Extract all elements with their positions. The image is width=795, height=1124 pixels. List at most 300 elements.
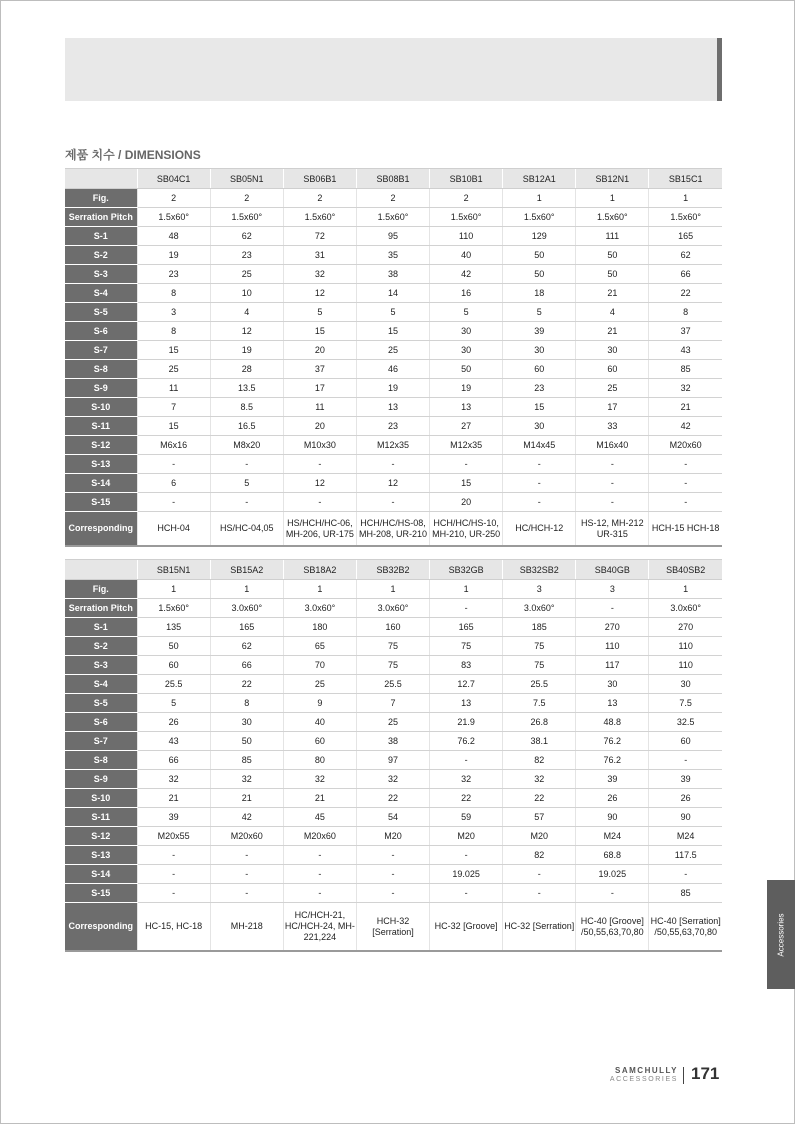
- table-cell: M20x60: [210, 827, 283, 846]
- table-cell: 21.9: [430, 713, 503, 732]
- table-cell: -: [210, 455, 283, 474]
- table-cell: 5: [137, 694, 210, 713]
- table-cell: 23: [137, 265, 210, 284]
- table-cell: 1: [649, 580, 722, 599]
- table-cell: -: [649, 865, 722, 884]
- table-cell: M8x20: [210, 436, 283, 455]
- table-cell: 1: [210, 580, 283, 599]
- table-cell: 32: [430, 770, 503, 789]
- table-row: [65, 322, 722, 341]
- table-row: [65, 284, 722, 303]
- table-cell: -: [503, 884, 576, 903]
- table-cell: 21: [649, 398, 722, 417]
- table-header-row: [65, 169, 722, 189]
- table-cell: -: [356, 846, 429, 865]
- row-label: Corresponding: [65, 512, 137, 547]
- table-cell: M20x60: [649, 436, 722, 455]
- table-cell: 23: [210, 246, 283, 265]
- table-cell: 32: [283, 770, 356, 789]
- table-cell: 110: [649, 656, 722, 675]
- table-cell: 3.0x60°: [283, 599, 356, 618]
- table-cell: 75: [356, 656, 429, 675]
- table-cell: 19: [210, 341, 283, 360]
- table-row: [65, 189, 722, 208]
- side-tab-accessories[interactable]: [767, 880, 795, 989]
- table-row: [65, 865, 722, 884]
- table-cell: 26: [137, 713, 210, 732]
- row-label: S-12: [65, 827, 137, 846]
- table-cell: 30: [210, 713, 283, 732]
- table-cell: 3: [137, 303, 210, 322]
- table-cell: 50: [210, 732, 283, 751]
- table-cell: 8: [137, 284, 210, 303]
- table-cell: M20x60: [283, 827, 356, 846]
- table-cell: 21: [576, 284, 649, 303]
- table-cell: 180: [283, 618, 356, 637]
- table-cell: HC-15, HC-18: [137, 903, 210, 952]
- table-cell: 76.2: [576, 751, 649, 770]
- table-cell: -: [430, 846, 503, 865]
- table-cell: 110: [430, 227, 503, 246]
- table-cell: 1: [137, 580, 210, 599]
- table-cell: HC/HCH-21, HC/HCH-24, MH-221,224: [283, 903, 356, 952]
- table-cell: 10: [210, 284, 283, 303]
- table-cell: 12: [210, 322, 283, 341]
- table-cell: 7.5: [503, 694, 576, 713]
- table-cell: 38: [356, 265, 429, 284]
- row-label: S-8: [65, 360, 137, 379]
- table-cell: 48.8: [576, 713, 649, 732]
- column-header: SB15A2: [210, 560, 283, 580]
- table-cell: 160: [356, 618, 429, 637]
- table-cell: 50: [503, 265, 576, 284]
- table-row: [65, 265, 722, 284]
- row-label: S-3: [65, 656, 137, 675]
- table-cell: 110: [649, 637, 722, 656]
- table-row: [65, 493, 722, 512]
- table-cell: -: [649, 751, 722, 770]
- table-cell: -: [356, 865, 429, 884]
- table-cell: 22: [210, 675, 283, 694]
- table-cell: 15: [430, 474, 503, 493]
- table-cell: 11: [137, 379, 210, 398]
- table-cell: 2: [430, 189, 503, 208]
- table-cell: 32: [503, 770, 576, 789]
- row-label: S-11: [65, 417, 137, 436]
- table-cell: M24: [576, 827, 649, 846]
- table-cell: 22: [649, 284, 722, 303]
- table-cell: 1: [503, 189, 576, 208]
- table-cell: MH-218: [210, 903, 283, 952]
- table-cell: 1.5x60°: [210, 208, 283, 227]
- table-cell: 110: [576, 637, 649, 656]
- table-cell: -: [576, 455, 649, 474]
- table-cell: -: [210, 846, 283, 865]
- table-cell: M12x35: [356, 436, 429, 455]
- table-cell: 25.5: [356, 675, 429, 694]
- table-row: [65, 580, 722, 599]
- table-cell: 76.2: [430, 732, 503, 751]
- table-row: [65, 512, 722, 547]
- table-row: [65, 789, 722, 808]
- table-cell: 75: [503, 637, 576, 656]
- table-cell: 27: [430, 417, 503, 436]
- table-row: [65, 379, 722, 398]
- table-cell: 37: [283, 360, 356, 379]
- table-cell: 42: [649, 417, 722, 436]
- table-cell: 13: [430, 694, 503, 713]
- table-cell: 66: [210, 656, 283, 675]
- table-cell: -: [137, 865, 210, 884]
- table-row: [65, 694, 722, 713]
- table-cell: -: [210, 865, 283, 884]
- table-cell: HC-40 [Serration] /50,55,63,70,80: [649, 903, 722, 952]
- table-cell: 50: [137, 637, 210, 656]
- row-label: S-15: [65, 493, 137, 512]
- table-row: [65, 246, 722, 265]
- table-cell: 25: [356, 713, 429, 732]
- column-header: SB05N1: [210, 169, 283, 189]
- table-cell: 22: [503, 789, 576, 808]
- table-cell: 60: [503, 360, 576, 379]
- column-header: SB40GB: [576, 560, 649, 580]
- table-cell: 2: [137, 189, 210, 208]
- row-label: S-8: [65, 751, 137, 770]
- table-cell: 12: [356, 474, 429, 493]
- table-cell: 3.0x60°: [503, 599, 576, 618]
- table-header-row: [65, 560, 722, 580]
- table-cell: 42: [430, 265, 503, 284]
- table-cell: 62: [210, 227, 283, 246]
- table-cell: 66: [137, 751, 210, 770]
- table-cell: 7: [356, 694, 429, 713]
- table-cell: 1.5x60°: [576, 208, 649, 227]
- row-label: S-11: [65, 808, 137, 827]
- table-cell: 90: [649, 808, 722, 827]
- table-cell: 33: [576, 417, 649, 436]
- table-cell: 65: [283, 637, 356, 656]
- table-cell: 3: [576, 580, 649, 599]
- table-cell: 1.5x60°: [649, 208, 722, 227]
- table-cell: 21: [210, 789, 283, 808]
- table-cell: 9: [283, 694, 356, 713]
- table-row: [65, 751, 722, 770]
- table-cell: 26.8: [503, 713, 576, 732]
- table-cell: 1.5x60°: [283, 208, 356, 227]
- table-cell: 165: [430, 618, 503, 637]
- table-cell: 32: [283, 265, 356, 284]
- table-cell: 76.2: [576, 732, 649, 751]
- table-cell: 50: [503, 246, 576, 265]
- table-cell: -: [576, 493, 649, 512]
- table-cell: 2: [210, 189, 283, 208]
- table-cell: 11: [283, 398, 356, 417]
- row-label: S-14: [65, 474, 137, 493]
- table-cell: 19.025: [430, 865, 503, 884]
- table-cell: 135: [137, 618, 210, 637]
- side-tab-label: Accessories: [776, 912, 786, 957]
- table-cell: 40: [430, 246, 503, 265]
- table-cell: 37: [649, 322, 722, 341]
- table-cell: -: [430, 599, 503, 618]
- table-row: [65, 656, 722, 675]
- table-cell: HC-32 [Serration]: [503, 903, 576, 952]
- table-cell: HC/HCH-12: [503, 512, 576, 547]
- table-cell: 60: [649, 732, 722, 751]
- table-row: [65, 846, 722, 865]
- table-cell: 1: [283, 580, 356, 599]
- table-cell: 8.5: [210, 398, 283, 417]
- table-cell: 270: [649, 618, 722, 637]
- row-label: S-9: [65, 770, 137, 789]
- table-row: [65, 637, 722, 656]
- table-cell: -: [503, 474, 576, 493]
- table-cell: 4: [576, 303, 649, 322]
- table-cell: -: [137, 493, 210, 512]
- row-label: Fig.: [65, 580, 137, 599]
- row-label: S-14: [65, 865, 137, 884]
- table-cell: 68.8: [576, 846, 649, 865]
- table-cell: 32: [137, 770, 210, 789]
- table-cell: 5: [503, 303, 576, 322]
- table-cell: 30: [430, 322, 503, 341]
- table-cell: 30: [430, 341, 503, 360]
- row-label: S-6: [65, 713, 137, 732]
- table-cell: 26: [576, 789, 649, 808]
- page-number: 171: [691, 1064, 720, 1083]
- table-cell: 129: [503, 227, 576, 246]
- table-cell: 12.7: [430, 675, 503, 694]
- table-cell: 14: [356, 284, 429, 303]
- table-cell: 35: [356, 246, 429, 265]
- table-cell: 70: [283, 656, 356, 675]
- table-cell: 2: [356, 189, 429, 208]
- brand-name: SAMCHULLY: [615, 1066, 678, 1075]
- table-cell: 19: [137, 246, 210, 265]
- table-cell: 25: [283, 675, 356, 694]
- table-cell: 165: [210, 618, 283, 637]
- row-label: S-5: [65, 303, 137, 322]
- row-label: S-12: [65, 436, 137, 455]
- table-cell: 4: [210, 303, 283, 322]
- table-cell: -: [430, 751, 503, 770]
- table-cell: 42: [210, 808, 283, 827]
- table-row: [65, 903, 722, 952]
- table-cell: HCH/HC/HS-08, MH-208, UR-210: [356, 512, 429, 547]
- table-cell: 23: [503, 379, 576, 398]
- table-cell: M20: [503, 827, 576, 846]
- table-cell: 1.5x60°: [137, 208, 210, 227]
- table-row: [65, 713, 722, 732]
- table-cell: 1.5x60°: [356, 208, 429, 227]
- table-cell: 50: [576, 265, 649, 284]
- table-cell: M12x35: [430, 436, 503, 455]
- table-cell: 16.5: [210, 417, 283, 436]
- table-cell: 38.1: [503, 732, 576, 751]
- table-cell: 40: [283, 713, 356, 732]
- table-cell: 60: [283, 732, 356, 751]
- table-cell: -: [356, 493, 429, 512]
- table-cell: M10x30: [283, 436, 356, 455]
- table-cell: -: [576, 884, 649, 903]
- table-cell: 85: [210, 751, 283, 770]
- table-cell: 39: [649, 770, 722, 789]
- table-cell: 13: [430, 398, 503, 417]
- table-cell: 20: [283, 417, 356, 436]
- row-label: S-1: [65, 227, 137, 246]
- table-cell: 12: [283, 284, 356, 303]
- table-cell: 75: [503, 656, 576, 675]
- table-row: [65, 827, 722, 846]
- column-header: SB10B1: [430, 169, 503, 189]
- table-cell: 26: [649, 789, 722, 808]
- table-cell: 46: [356, 360, 429, 379]
- table-cell: 82: [503, 751, 576, 770]
- table-cell: 15: [503, 398, 576, 417]
- table-cell: 19: [356, 379, 429, 398]
- table-cell: 18: [503, 284, 576, 303]
- header-corner: [65, 560, 137, 580]
- row-label: S-4: [65, 284, 137, 303]
- table-cell: 22: [356, 789, 429, 808]
- column-header: SB12A1: [503, 169, 576, 189]
- table-cell: 31: [283, 246, 356, 265]
- table-cell: 20: [283, 341, 356, 360]
- table-cell: 32: [210, 770, 283, 789]
- table-cell: -: [649, 455, 722, 474]
- table-cell: -: [503, 493, 576, 512]
- table-row: [65, 599, 722, 618]
- table-cell: 19.025: [576, 865, 649, 884]
- table-row: [65, 770, 722, 789]
- table-cell: 28: [210, 360, 283, 379]
- table-cell: 185: [503, 618, 576, 637]
- table-cell: 2: [283, 189, 356, 208]
- table-row: [65, 398, 722, 417]
- table-cell: -: [430, 884, 503, 903]
- table-cell: 85: [649, 360, 722, 379]
- table-cell: 60: [576, 360, 649, 379]
- table-cell: HS/HCH/HC-06, MH-206, UR-175: [283, 512, 356, 547]
- table-cell: 1.5x60°: [430, 208, 503, 227]
- table-cell: M20: [356, 827, 429, 846]
- table-cell: 21: [137, 789, 210, 808]
- table-cell: 3: [503, 580, 576, 599]
- table-cell: 117: [576, 656, 649, 675]
- table-cell: 15: [356, 322, 429, 341]
- section-title: 제품 치수 / DIMENSIONS: [65, 148, 201, 162]
- table-cell: 3.0x60°: [356, 599, 429, 618]
- table-row: [65, 360, 722, 379]
- table-cell: 97: [356, 751, 429, 770]
- table-cell: 43: [137, 732, 210, 751]
- table-cell: 38: [356, 732, 429, 751]
- row-label: S-2: [65, 246, 137, 265]
- column-header: SB04C1: [137, 169, 210, 189]
- table-cell: -: [137, 884, 210, 903]
- table-cell: 16: [430, 284, 503, 303]
- table-cell: -: [283, 865, 356, 884]
- row-label: Fig.: [65, 189, 137, 208]
- table-cell: 39: [576, 770, 649, 789]
- table-cell: -: [430, 455, 503, 474]
- table-cell: -: [283, 884, 356, 903]
- row-label: S-15: [65, 884, 137, 903]
- table-row: [65, 618, 722, 637]
- table-cell: 6: [137, 474, 210, 493]
- table-cell: 30: [503, 417, 576, 436]
- column-header: SB15C1: [649, 169, 722, 189]
- table-cell: 30: [576, 341, 649, 360]
- table-cell: 95: [356, 227, 429, 246]
- table-cell: 21: [576, 322, 649, 341]
- table-cell: 1.5x60°: [137, 599, 210, 618]
- table-cell: 85: [649, 884, 722, 903]
- table-row: [65, 227, 722, 246]
- table-cell: 25: [210, 265, 283, 284]
- table-cell: 117.5: [649, 846, 722, 865]
- table-cell: 62: [649, 246, 722, 265]
- row-label: S-5: [65, 694, 137, 713]
- table-cell: 75: [430, 637, 503, 656]
- table-row: [65, 884, 722, 903]
- table-cell: 13: [356, 398, 429, 417]
- row-label: Corresponding: [65, 903, 137, 952]
- row-label: S-10: [65, 789, 137, 808]
- table-cell: 83: [430, 656, 503, 675]
- row-label: S-10: [65, 398, 137, 417]
- header-corner: [65, 169, 137, 189]
- column-header: SB15N1: [137, 560, 210, 580]
- table-cell: M20x55: [137, 827, 210, 846]
- table-cell: 48: [137, 227, 210, 246]
- row-label: S-6: [65, 322, 137, 341]
- column-header: SB32GB: [430, 560, 503, 580]
- table-cell: 8: [649, 303, 722, 322]
- table-cell: 25: [576, 379, 649, 398]
- row-label: Serration Pitch: [65, 599, 137, 618]
- table-cell: 17: [283, 379, 356, 398]
- table-cell: 17: [576, 398, 649, 417]
- table-cell: 111: [576, 227, 649, 246]
- table-cell: 5: [210, 474, 283, 493]
- table-cell: 32.5: [649, 713, 722, 732]
- table-cell: 30: [576, 675, 649, 694]
- brand-logo: [592, 1066, 678, 1084]
- table-cell: 54: [356, 808, 429, 827]
- table-cell: 19: [430, 379, 503, 398]
- table-cell: 25: [137, 360, 210, 379]
- table-cell: HC-40 [Groove] /50,55,63,70,80: [576, 903, 649, 952]
- table-cell: -: [503, 865, 576, 884]
- table-cell: 5: [430, 303, 503, 322]
- table-cell: -: [649, 493, 722, 512]
- table-row: [65, 474, 722, 493]
- table-cell: -: [503, 455, 576, 474]
- table-cell: HCH-15 HCH-18: [649, 512, 722, 547]
- table-cell: 8: [137, 322, 210, 341]
- table-cell: 23: [356, 417, 429, 436]
- column-header: SB06B1: [283, 169, 356, 189]
- table-cell: 59: [430, 808, 503, 827]
- table-cell: 30: [649, 675, 722, 694]
- column-header: SB32B2: [356, 560, 429, 580]
- table-cell: 39: [137, 808, 210, 827]
- table-cell: 270: [576, 618, 649, 637]
- table-cell: -: [356, 455, 429, 474]
- table-cell: M24: [649, 827, 722, 846]
- table-cell: 25.5: [137, 675, 210, 694]
